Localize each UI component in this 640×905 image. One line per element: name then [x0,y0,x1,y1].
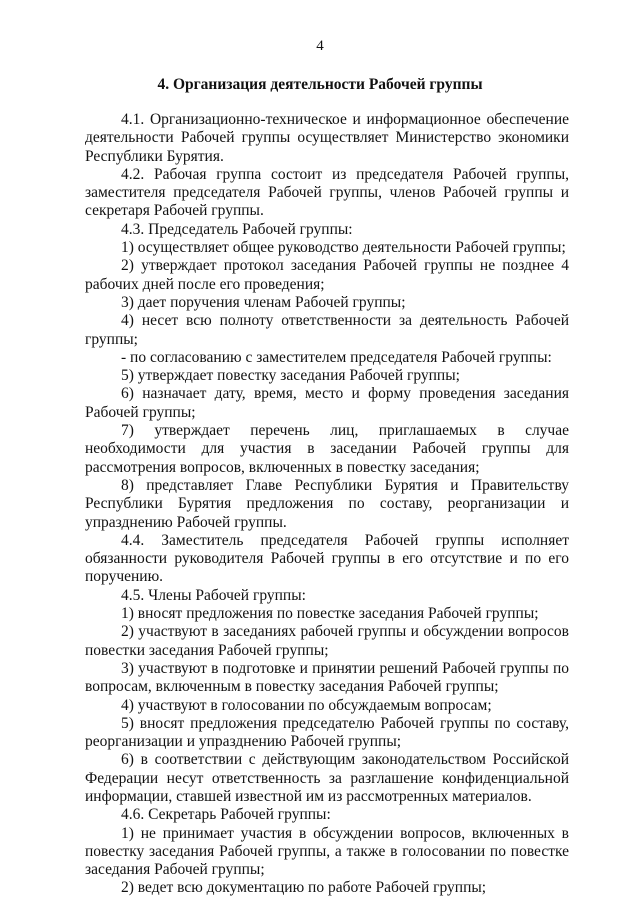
paragraph: 3) участвуют в подготовке и принятии решений Рабочей группы по вопросам, включенным в повестку заседания Рабочей группы; [85,659,569,696]
paragraph: 5) утверждает повестку заседания Рабочей группы; [121,367,460,385]
paragraph: 2) ведет всю документацию по работе Рабочей группы; [121,879,487,897]
paragraph: 4.4. Заместитель председателя Рабочей группы исполняет обязанности руководителя Рабочей группы в его отсутствие и по его поручению. [85,531,569,586]
paragraph: 6) в соответствии с действующим законодательством Российской Федерации несут ответственность за разглашение конфиденциальной информации, ставшей известной им из рассмотренных материалов. [85,751,569,805]
paragraph: 2) утверждает протокол заседания Рабочей группы не позднее 4 рабочих дней после его проведения; [85,257,569,293]
section-title: 4. Организация деятельности Рабочей группы [157,76,483,93]
paragraph: 5) вносят предложения председателю Рабочей группы по составу, реорганизации и упразднению Рабочей группы; [85,714,569,751]
paragraph: 8) представляет Главе Республики Бурятия и Правительству Республики Бурятия предложения по составу, реорганизации и упразднению Рабочей группы. [85,476,569,531]
paragraph: 6) назначает дату, время, место и форму проведения заседания Рабочей группы; [85,385,569,421]
page-number: 4 [316,38,324,54]
paragraph: 7) утверждает перечень лиц, приглашаемых в случае необходимости для участия в заседании Рабочей группы для рассмотрения вопросов, включенных в повестку заседания; [85,422,569,476]
paragraph: 4.2. Рабочая группа состоит из председателя Рабочей группы, заместителя председателя Рабочей группы, членов Рабочей группы и секретаря Рабочей группы. [85,165,569,220]
paragraph: 3) дает поручения членам Рабочей группы; [121,293,406,311]
document-body [85,111,569,898]
paragraph: 1) вносят предложения по повестке заседания Рабочей группы; [121,605,539,623]
paragraph: 4.1. Организационно-техническое и информационное обеспечение деятельности Рабочей группы осуществляет Министерство экономики Республики Бурятия. [85,111,569,165]
paragraph: 1) не принимает участия в обсуждении вопросов, включенных в повестку заседания Рабочей группы, а также в голосовании по повестке заседания Рабочей группы; [85,824,569,879]
paragraph: 4.3. Председатель Рабочей группы: [121,220,353,238]
paragraph: 4.5. Члены Рабочей группы: [121,586,306,604]
paragraph: 4) несет всю полноту ответственности за деятельность Рабочей группы; [85,312,569,348]
paragraph: 2) участвуют в заседаниях рабочей группы и обсуждении вопросов повестки заседания Рабочей группы; [85,623,569,659]
paragraph: 4) участвуют в голосовании по обсуждаемым вопросам; [121,696,492,714]
paragraph: 4.6. Секретарь Рабочей группы: [121,806,331,824]
paragraph: 1) осуществляет общее руководство деятельности Рабочей группы; [121,239,566,257]
paragraph: - по согласованию с заместителем председателя Рабочей группы: [121,348,552,366]
